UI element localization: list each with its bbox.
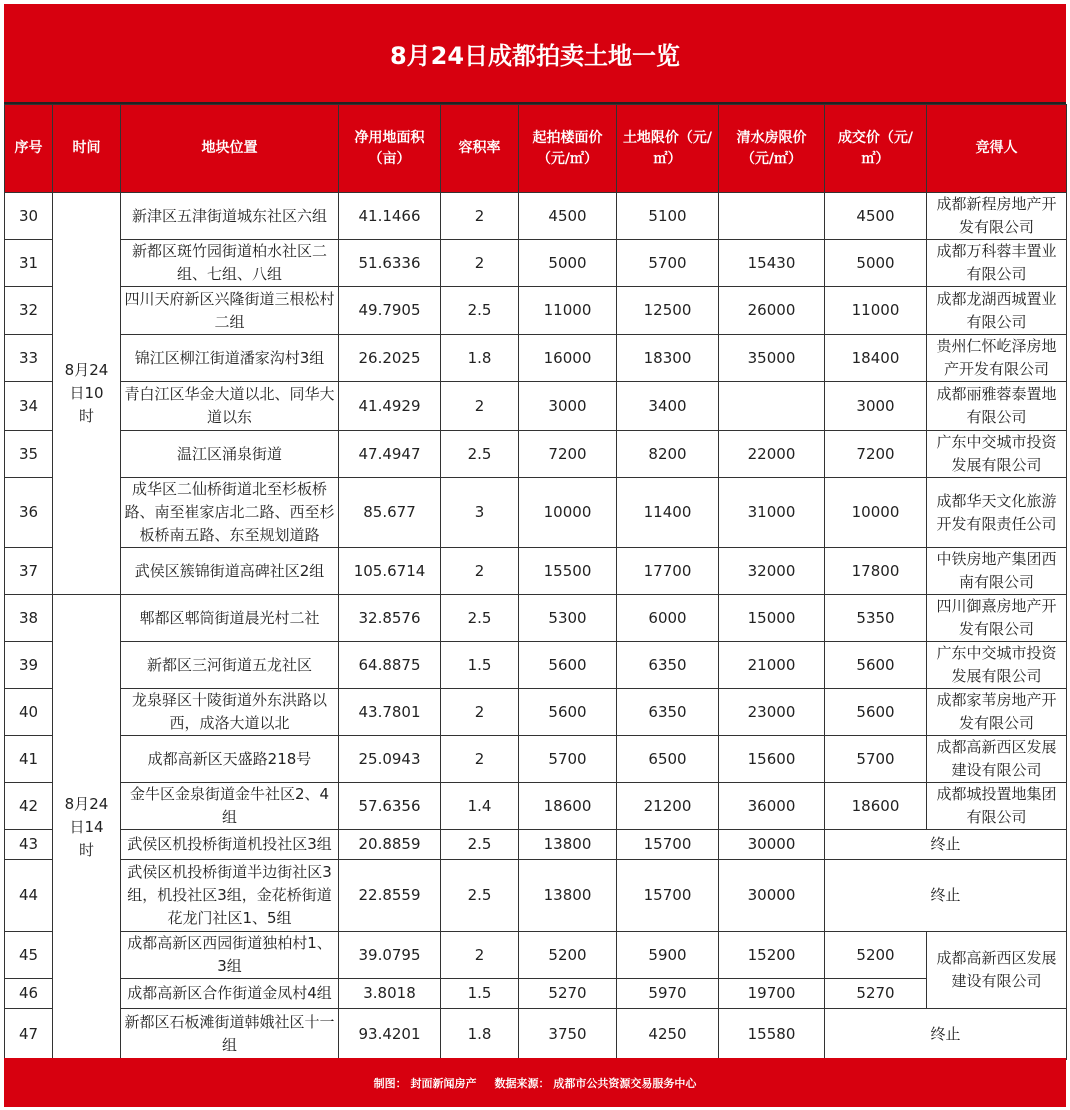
cell-no: 46	[5, 979, 53, 1009]
cell-house-cap: 15580	[719, 1009, 825, 1060]
cell-start-price: 11000	[519, 287, 617, 335]
cell-winner: 广东中交城市投资发展有限公司	[927, 431, 1067, 478]
cell-land-cap: 21200	[617, 783, 719, 830]
cell-deal-price: 5270	[825, 979, 927, 1009]
cell-winner: 成都高新西区发展建设有限公司	[927, 736, 1067, 783]
cell-start-price: 7200	[519, 431, 617, 478]
table-row	[5, 1009, 1067, 1060]
cell-far: 2	[441, 736, 519, 783]
cell-location: 青白江区华金大道以北、同华大道以东	[121, 382, 339, 431]
cell-deal-price: 5600	[825, 642, 927, 689]
cell-house-cap: 15200	[719, 932, 825, 979]
cell-deal-price: 10000	[825, 478, 927, 548]
table-row	[5, 287, 1067, 335]
cell-area: 43.7801	[339, 689, 441, 736]
cell-house-cap: 35000	[719, 335, 825, 382]
header-house-cap: 清水房限价（元/㎡）	[719, 105, 825, 193]
table-row	[5, 830, 1067, 860]
cell-winner: 贵州仁怀屹泽房地产开发有限公司	[927, 335, 1067, 382]
table-row	[5, 979, 1067, 1009]
cell-status: 终止	[825, 830, 1067, 860]
footer-source: 数据来源： 成都市公共资源交易服务中心	[494, 1076, 697, 1090]
cell-location: 龙泉驿区十陵街道外东洪路以西，成洛大道以北	[121, 689, 339, 736]
cell-area: 3.8018	[339, 979, 441, 1009]
cell-start-price: 15500	[519, 548, 617, 595]
cell-far: 2.5	[441, 860, 519, 932]
cell-no: 36	[5, 478, 53, 548]
cell-start-price: 16000	[519, 335, 617, 382]
cell-deal-price: 18600	[825, 783, 927, 830]
cell-no: 44	[5, 860, 53, 932]
cell-house-cap	[719, 193, 825, 240]
cell-area: 22.8559	[339, 860, 441, 932]
cell-deal-price: 5600	[825, 689, 927, 736]
cell-house-cap	[719, 382, 825, 431]
cell-area: 32.8576	[339, 595, 441, 642]
cell-start-price: 13800	[519, 860, 617, 932]
cell-land-cap: 4250	[617, 1009, 719, 1060]
cell-location: 成华区二仙桥街道北至杉板桥路、南至崔家店北二路、西至杉板桥南五路、东至规划道路	[121, 478, 339, 548]
cell-start-price: 18600	[519, 783, 617, 830]
table-row	[5, 642, 1067, 689]
header-far: 容积率	[441, 105, 519, 193]
cell-house-cap: 15000	[719, 595, 825, 642]
cell-winner: 四川御熹房地产开发有限公司	[927, 595, 1067, 642]
cell-start-price: 5270	[519, 979, 617, 1009]
cell-start-price: 5600	[519, 689, 617, 736]
cell-area: 49.7905	[339, 287, 441, 335]
cell-winner: 成都新程房地产开发有限公司	[927, 193, 1067, 240]
cell-land-cap: 6000	[617, 595, 719, 642]
cell-house-cap: 21000	[719, 642, 825, 689]
cell-time: 8月24日10时	[53, 193, 121, 595]
cell-winner: 成都龙湖西城置业有限公司	[927, 287, 1067, 335]
header-no: 序号	[5, 105, 53, 193]
header-start-price: 起拍楼面价（元/㎡）	[519, 105, 617, 193]
cell-far: 3	[441, 478, 519, 548]
cell-land-cap: 5100	[617, 193, 719, 240]
cell-house-cap: 31000	[719, 478, 825, 548]
cell-area: 41.1466	[339, 193, 441, 240]
cell-no: 42	[5, 783, 53, 830]
cell-location: 温江区涌泉街道	[121, 431, 339, 478]
cell-deal-price: 11000	[825, 287, 927, 335]
table-row	[5, 689, 1067, 736]
cell-deal-price: 5350	[825, 595, 927, 642]
cell-far: 2	[441, 382, 519, 431]
cell-winner: 成都高新西区发展建设有限公司	[927, 932, 1067, 1009]
cell-house-cap: 26000	[719, 287, 825, 335]
cell-start-price: 13800	[519, 830, 617, 860]
table-row	[5, 548, 1067, 595]
cell-land-cap: 8200	[617, 431, 719, 478]
cell-land-cap: 5700	[617, 240, 719, 287]
cell-start-price: 5300	[519, 595, 617, 642]
cell-land-cap: 6350	[617, 642, 719, 689]
cell-location: 成都高新区合作街道金凤村4组	[121, 979, 339, 1009]
cell-winner: 成都城投置地集团有限公司	[927, 783, 1067, 830]
land-auction-sheet	[4, 4, 1066, 1107]
cell-deal-price: 5200	[825, 932, 927, 979]
cell-no: 31	[5, 240, 53, 287]
cell-winner: 成都万科蓉丰置业有限公司	[927, 240, 1067, 287]
cell-start-price: 5600	[519, 642, 617, 689]
cell-status: 终止	[825, 860, 1067, 932]
cell-land-cap: 6350	[617, 689, 719, 736]
cell-area: 20.8859	[339, 830, 441, 860]
cell-far: 1.5	[441, 979, 519, 1009]
cell-house-cap: 22000	[719, 431, 825, 478]
header-row	[5, 105, 1067, 193]
table-row	[5, 382, 1067, 431]
table-row	[5, 932, 1067, 979]
table-row	[5, 431, 1067, 478]
cell-house-cap: 36000	[719, 783, 825, 830]
cell-deal-price: 5000	[825, 240, 927, 287]
header-deal-price: 成交价（元/㎡）	[825, 105, 927, 193]
cell-winner: 成都华天文化旅游开发有限责任公司	[927, 478, 1067, 548]
cell-far: 1.4	[441, 783, 519, 830]
cell-start-price: 5000	[519, 240, 617, 287]
cell-land-cap: 18300	[617, 335, 719, 382]
cell-location: 成都高新区西园街道独柏村1、3组	[121, 932, 339, 979]
cell-far: 2	[441, 548, 519, 595]
cell-start-price: 5200	[519, 932, 617, 979]
cell-area: 26.2025	[339, 335, 441, 382]
header-time: 时间	[53, 105, 121, 193]
cell-far: 1.8	[441, 335, 519, 382]
cell-land-cap: 11400	[617, 478, 719, 548]
header-land-cap: 土地限价（元/㎡）	[617, 105, 719, 193]
cell-land-cap: 17700	[617, 548, 719, 595]
table-row	[5, 335, 1067, 382]
footer-maker: 制图： 封面新闻房产	[373, 1076, 477, 1090]
cell-start-price: 3000	[519, 382, 617, 431]
cell-far: 2	[441, 932, 519, 979]
cell-land-cap: 5970	[617, 979, 719, 1009]
cell-no: 39	[5, 642, 53, 689]
cell-house-cap: 15600	[719, 736, 825, 783]
cell-far: 2	[441, 193, 519, 240]
cell-no: 45	[5, 932, 53, 979]
cell-no: 38	[5, 595, 53, 642]
cell-land-cap: 5900	[617, 932, 719, 979]
header-winner: 竞得人	[927, 105, 1067, 193]
cell-house-cap: 15430	[719, 240, 825, 287]
cell-area: 39.0795	[339, 932, 441, 979]
cell-location: 新都区石板滩街道韩娥社区十一组	[121, 1009, 339, 1060]
table-row	[5, 240, 1067, 287]
cell-area: 93.4201	[339, 1009, 441, 1060]
cell-winner: 广东中交城市投资发展有限公司	[927, 642, 1067, 689]
cell-deal-price: 18400	[825, 335, 927, 382]
cell-deal-price: 4500	[825, 193, 927, 240]
cell-house-cap: 23000	[719, 689, 825, 736]
cell-area: 57.6356	[339, 783, 441, 830]
cell-area: 85.677	[339, 478, 441, 548]
page-title: 8月24日成都拍卖土地一览	[4, 4, 1066, 104]
cell-location: 锦江区柳江街道潘家沟村3组	[121, 335, 339, 382]
cell-location: 武侯区机投桥街道半边街社区3组，机投社区3组，金花桥街道花龙门社区1、5组	[121, 860, 339, 932]
cell-area: 64.8875	[339, 642, 441, 689]
cell-start-price: 10000	[519, 478, 617, 548]
cell-deal-price: 5700	[825, 736, 927, 783]
header-location: 地块位置	[121, 105, 339, 193]
table-row	[5, 736, 1067, 783]
cell-location: 武侯区机投桥街道机投社区3组	[121, 830, 339, 860]
cell-house-cap: 19700	[719, 979, 825, 1009]
cell-area: 25.0943	[339, 736, 441, 783]
cell-location: 新津区五津街道城东社区六组	[121, 193, 339, 240]
cell-start-price: 5700	[519, 736, 617, 783]
cell-land-cap: 15700	[617, 830, 719, 860]
cell-far: 1.8	[441, 1009, 519, 1060]
cell-area: 41.4929	[339, 382, 441, 431]
table-row	[5, 860, 1067, 932]
cell-far: 2.5	[441, 830, 519, 860]
cell-far: 2	[441, 689, 519, 736]
cell-location: 成都高新区天盛路218号	[121, 736, 339, 783]
cell-winner: 中铁房地产集团西南有限公司	[927, 548, 1067, 595]
cell-location: 郫都区郫筒街道晨光村二社	[121, 595, 339, 642]
cell-location: 武侯区簇锦街道高碑社区2组	[121, 548, 339, 595]
auction-table	[4, 104, 1067, 1060]
cell-far: 2.5	[441, 431, 519, 478]
cell-no: 47	[5, 1009, 53, 1060]
cell-no: 41	[5, 736, 53, 783]
table-row	[5, 478, 1067, 548]
cell-location: 金牛区金泉街道金牛社区2、4组	[121, 783, 339, 830]
cell-area: 105.6714	[339, 548, 441, 595]
cell-house-cap: 30000	[719, 860, 825, 932]
cell-status: 终止	[825, 1009, 1067, 1060]
cell-start-price: 4500	[519, 193, 617, 240]
cell-land-cap: 15700	[617, 860, 719, 932]
cell-location: 新都区斑竹园街道柏水社区二组、七组、八组	[121, 240, 339, 287]
cell-house-cap: 30000	[719, 830, 825, 860]
cell-no: 35	[5, 431, 53, 478]
cell-deal-price: 3000	[825, 382, 927, 431]
footer	[4, 1058, 1066, 1107]
cell-far: 2.5	[441, 287, 519, 335]
cell-start-price: 3750	[519, 1009, 617, 1060]
cell-deal-price: 17800	[825, 548, 927, 595]
cell-area: 47.4947	[339, 431, 441, 478]
cell-location: 四川天府新区兴隆街道三根松村二组	[121, 287, 339, 335]
cell-land-cap: 12500	[617, 287, 719, 335]
table-body	[5, 193, 1067, 1060]
cell-winner: 成都丽雅蓉泰置地有限公司	[927, 382, 1067, 431]
table-row	[5, 595, 1067, 642]
cell-deal-price: 7200	[825, 431, 927, 478]
cell-no: 32	[5, 287, 53, 335]
cell-area: 51.6336	[339, 240, 441, 287]
cell-far: 2.5	[441, 595, 519, 642]
cell-no: 40	[5, 689, 53, 736]
table-row	[5, 193, 1067, 240]
cell-winner: 成都家苇房地产开发有限公司	[927, 689, 1067, 736]
cell-land-cap: 6500	[617, 736, 719, 783]
header-area: 净用地面积（亩）	[339, 105, 441, 193]
cell-land-cap: 3400	[617, 382, 719, 431]
cell-no: 33	[5, 335, 53, 382]
cell-no: 43	[5, 830, 53, 860]
cell-far: 1.5	[441, 642, 519, 689]
cell-far: 2	[441, 240, 519, 287]
cell-no: 37	[5, 548, 53, 595]
cell-time: 8月24日14时	[53, 595, 121, 1060]
cell-no: 34	[5, 382, 53, 431]
cell-no: 30	[5, 193, 53, 240]
cell-location: 新都区三河街道五龙社区	[121, 642, 339, 689]
table-row	[5, 783, 1067, 830]
cell-house-cap: 32000	[719, 548, 825, 595]
